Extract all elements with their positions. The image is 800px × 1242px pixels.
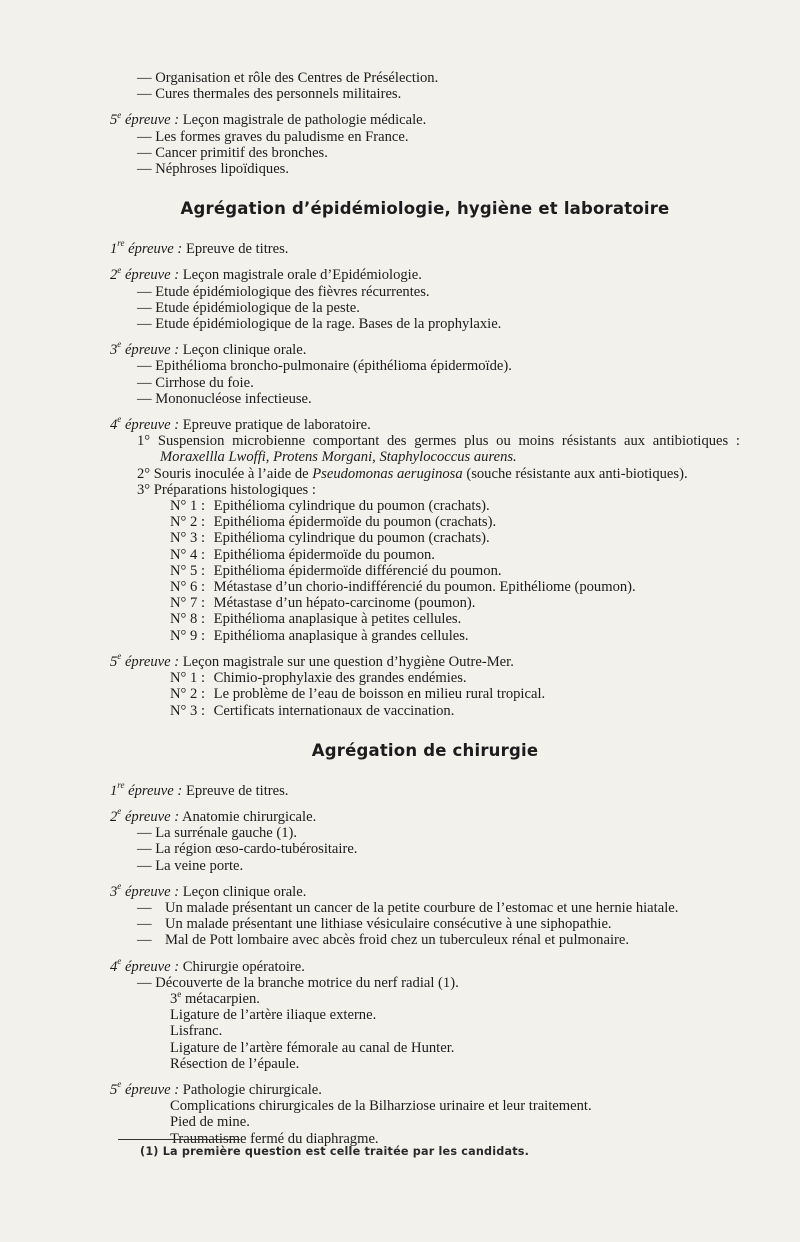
list-item: — La veine porte. <box>137 857 244 874</box>
prep-item: N° 1 : Chimio-prophylaxie des grandes endémies. <box>170 670 467 687</box>
list-item: — Découverte de la branche motrice du nerf radial (1). <box>137 974 459 991</box>
prep-item: N° 6 : Métastase d’un chorio-indifférencié du poumon. Epithéliome (poumon). <box>170 579 636 596</box>
dash-mark: — <box>137 932 152 949</box>
epreuve-text: Pathologie chirurgicale. <box>182 1081 322 1098</box>
section-heading: Agrégation d’épidémiologie, hygiène et laboratoire <box>180 199 670 219</box>
list-item: Traumatisme fermé du diaphragme. <box>170 1130 379 1147</box>
prep-item: N° 1 : Epithélioma cylindrique du poumon (crachats). <box>170 498 490 515</box>
dash-mark: — <box>137 916 152 933</box>
item-text: Souris inoculée à l’aide de <box>153 465 309 482</box>
epreuve-label: 3e épreuve : <box>110 880 180 900</box>
dash-mark: — <box>137 899 152 916</box>
epreuve-text: Leçon magistrale orale d’Epidémiologie. <box>182 267 422 284</box>
epreuve-line <box>110 414 740 434</box>
epreuve-text: Epreuve de titres. <box>185 241 289 258</box>
prep-item: N° 8 : Epithélioma anaplasique à petites cellules. <box>170 611 462 628</box>
epreuve-label: 5e épreuve : <box>110 651 180 670</box>
epreuve-line <box>110 339 740 359</box>
prep-item: N° 3 : Certificats internationaux de vaccination. <box>170 702 455 719</box>
epreuve-label: 5e épreuve : <box>110 109 180 129</box>
epreuve-line <box>110 651 740 670</box>
epreuve-text: Epreuve de titres. <box>185 782 289 799</box>
list-item: — Les formes graves du paludisme en France. <box>137 128 409 145</box>
list-item: — Cirrhose du foie. <box>137 374 254 391</box>
list-item: — La région œso-cardo-tubérositaire. <box>137 841 358 858</box>
prep-item: N° 3 : Epithélioma cylindrique du poumon (crachats). <box>170 530 490 547</box>
prep-item: N° 2 : Le problème de l’eau de boisson en milieu rural tropical. <box>170 686 546 703</box>
numbered-item <box>110 482 740 498</box>
epreuve-text: Chirurgie opératoire. <box>182 958 305 975</box>
section-heading: Agrégation de chirurgie <box>311 740 539 760</box>
list-item: Ligature de l’artère fémorale au canal de Hunter. <box>170 1039 455 1056</box>
epreuve-label: 1re épreuve : <box>110 779 183 799</box>
epreuve-label: 3e épreuve : <box>110 339 180 359</box>
epreuve-text: Leçon magistrale de pathologie médicale. <box>182 112 427 129</box>
epreuve-label: 2e épreuve : <box>110 806 180 825</box>
item-text: (souche résistante aux anti-biotiques). <box>466 465 688 482</box>
prep-item: N° 7 : Métastase d’un hépato-carcinome (poumon). <box>170 595 476 612</box>
epreuve-text: Anatomie chirurgicale. <box>181 808 317 825</box>
epreuve-line <box>110 779 740 799</box>
list-item: — Un malade présentant une lithiase vésiculaire consécutive à une siphopathie. <box>137 916 612 933</box>
epreuve-text: Epreuve pratique de laboratoire. <box>182 417 371 434</box>
epreuve-label: 4e épreuve : <box>110 955 180 975</box>
epreuve-line <box>110 1079 740 1098</box>
list-item: — La surrénale gauche (1). <box>137 825 298 842</box>
item-text: Préparations histologiques : <box>153 481 316 498</box>
item-number: 2° <box>137 465 151 482</box>
list-item: — Mal de Pott lombaire avec abcès froid chez un tuberculeux rénal et pulmonaire. <box>137 932 629 949</box>
list-item: — Etude épidémiologique de la rage. Bases de la prophylaxie. <box>137 316 502 333</box>
epreuve-line <box>110 880 740 900</box>
epreuve-text: Leçon clinique orale. <box>182 342 307 359</box>
species-name: Pseudomonas aeruginosa <box>312 465 463 482</box>
epreuve-label: 4e épreuve : <box>110 414 180 434</box>
epreuve-line <box>110 264 740 284</box>
epreuve-line <box>110 238 740 258</box>
list-item: Résection de l’épaule. <box>170 1055 300 1072</box>
numbered-item <box>110 466 740 482</box>
item-number: 3° <box>137 481 151 498</box>
list-item: — Etude épidémiologique des fièvres récurrentes. <box>137 283 430 300</box>
prep-item: N° 4 : Epithélioma épidermoïde du poumon. <box>170 546 435 563</box>
prep-item: N° 5 : Epithélioma épidermoïde différencié du poumon. <box>170 562 502 579</box>
epreuve-label: 2e épreuve : <box>110 264 180 284</box>
epreuve-line <box>110 109 740 129</box>
epreuve-line <box>110 955 740 975</box>
list-item: — Cancer primitif des bronches. <box>137 144 328 161</box>
list-item: Ligature de l’artère iliaque externe. <box>170 1007 377 1024</box>
epreuve-text: Leçon clinique orale. <box>182 883 307 900</box>
list-item: Lisfranc. <box>170 1023 223 1040</box>
list-item: — Epithélioma broncho-pulmonaire (épithélioma épidermoïde). <box>137 358 512 375</box>
item-number: 1° <box>137 433 151 450</box>
epreuve-text: Leçon magistrale sur une question d’hygiène Outre-Mer. <box>182 653 514 670</box>
list-item: 3e métacarpien. <box>170 989 260 1007</box>
prep-item: N° 2 : Epithélioma épidermoïde du poumon (crachats). <box>170 514 497 531</box>
epreuve-label: 1re épreuve : <box>110 238 183 258</box>
footnote-divider <box>118 1139 240 1140</box>
item-text: Suspension microbienne comportant des germes plus ou moins résistants aux antibiotiques : <box>157 433 740 450</box>
list-item: — Cures thermales des personnels militaires. <box>137 86 402 103</box>
numbered-item <box>110 433 740 465</box>
list-item: — Organisation et rôle des Centres de Présélection. <box>137 70 439 86</box>
list-item: — Etude épidémiologique de la peste. <box>137 299 360 316</box>
list-item: — Un malade présentant un cancer de la petite courbure de l’estomac et une hernie hiatale. <box>137 899 679 916</box>
list-item: — Mononucléose infectieuse. <box>137 390 312 407</box>
list-item: Pied de mine. <box>170 1114 250 1131</box>
footnote: (1) La première question est celle traitée par les candidats. <box>140 1145 530 1158</box>
page-content <box>110 70 740 1147</box>
list-item: Complications chirurgicales de la Bilharziose urinaire et leur traitement. <box>170 1098 592 1115</box>
prep-item: N° 9 : Epithélioma anaplasique à grandes cellules. <box>170 627 469 644</box>
epreuve-line <box>110 806 740 825</box>
epreuve-label: 5e épreuve : <box>110 1079 180 1098</box>
list-item: — Néphroses lipoïdiques. <box>137 161 290 178</box>
species-names: Moraxellla Lwoffi, Protens Morgani, Staphylococcus aurens. <box>160 449 517 466</box>
